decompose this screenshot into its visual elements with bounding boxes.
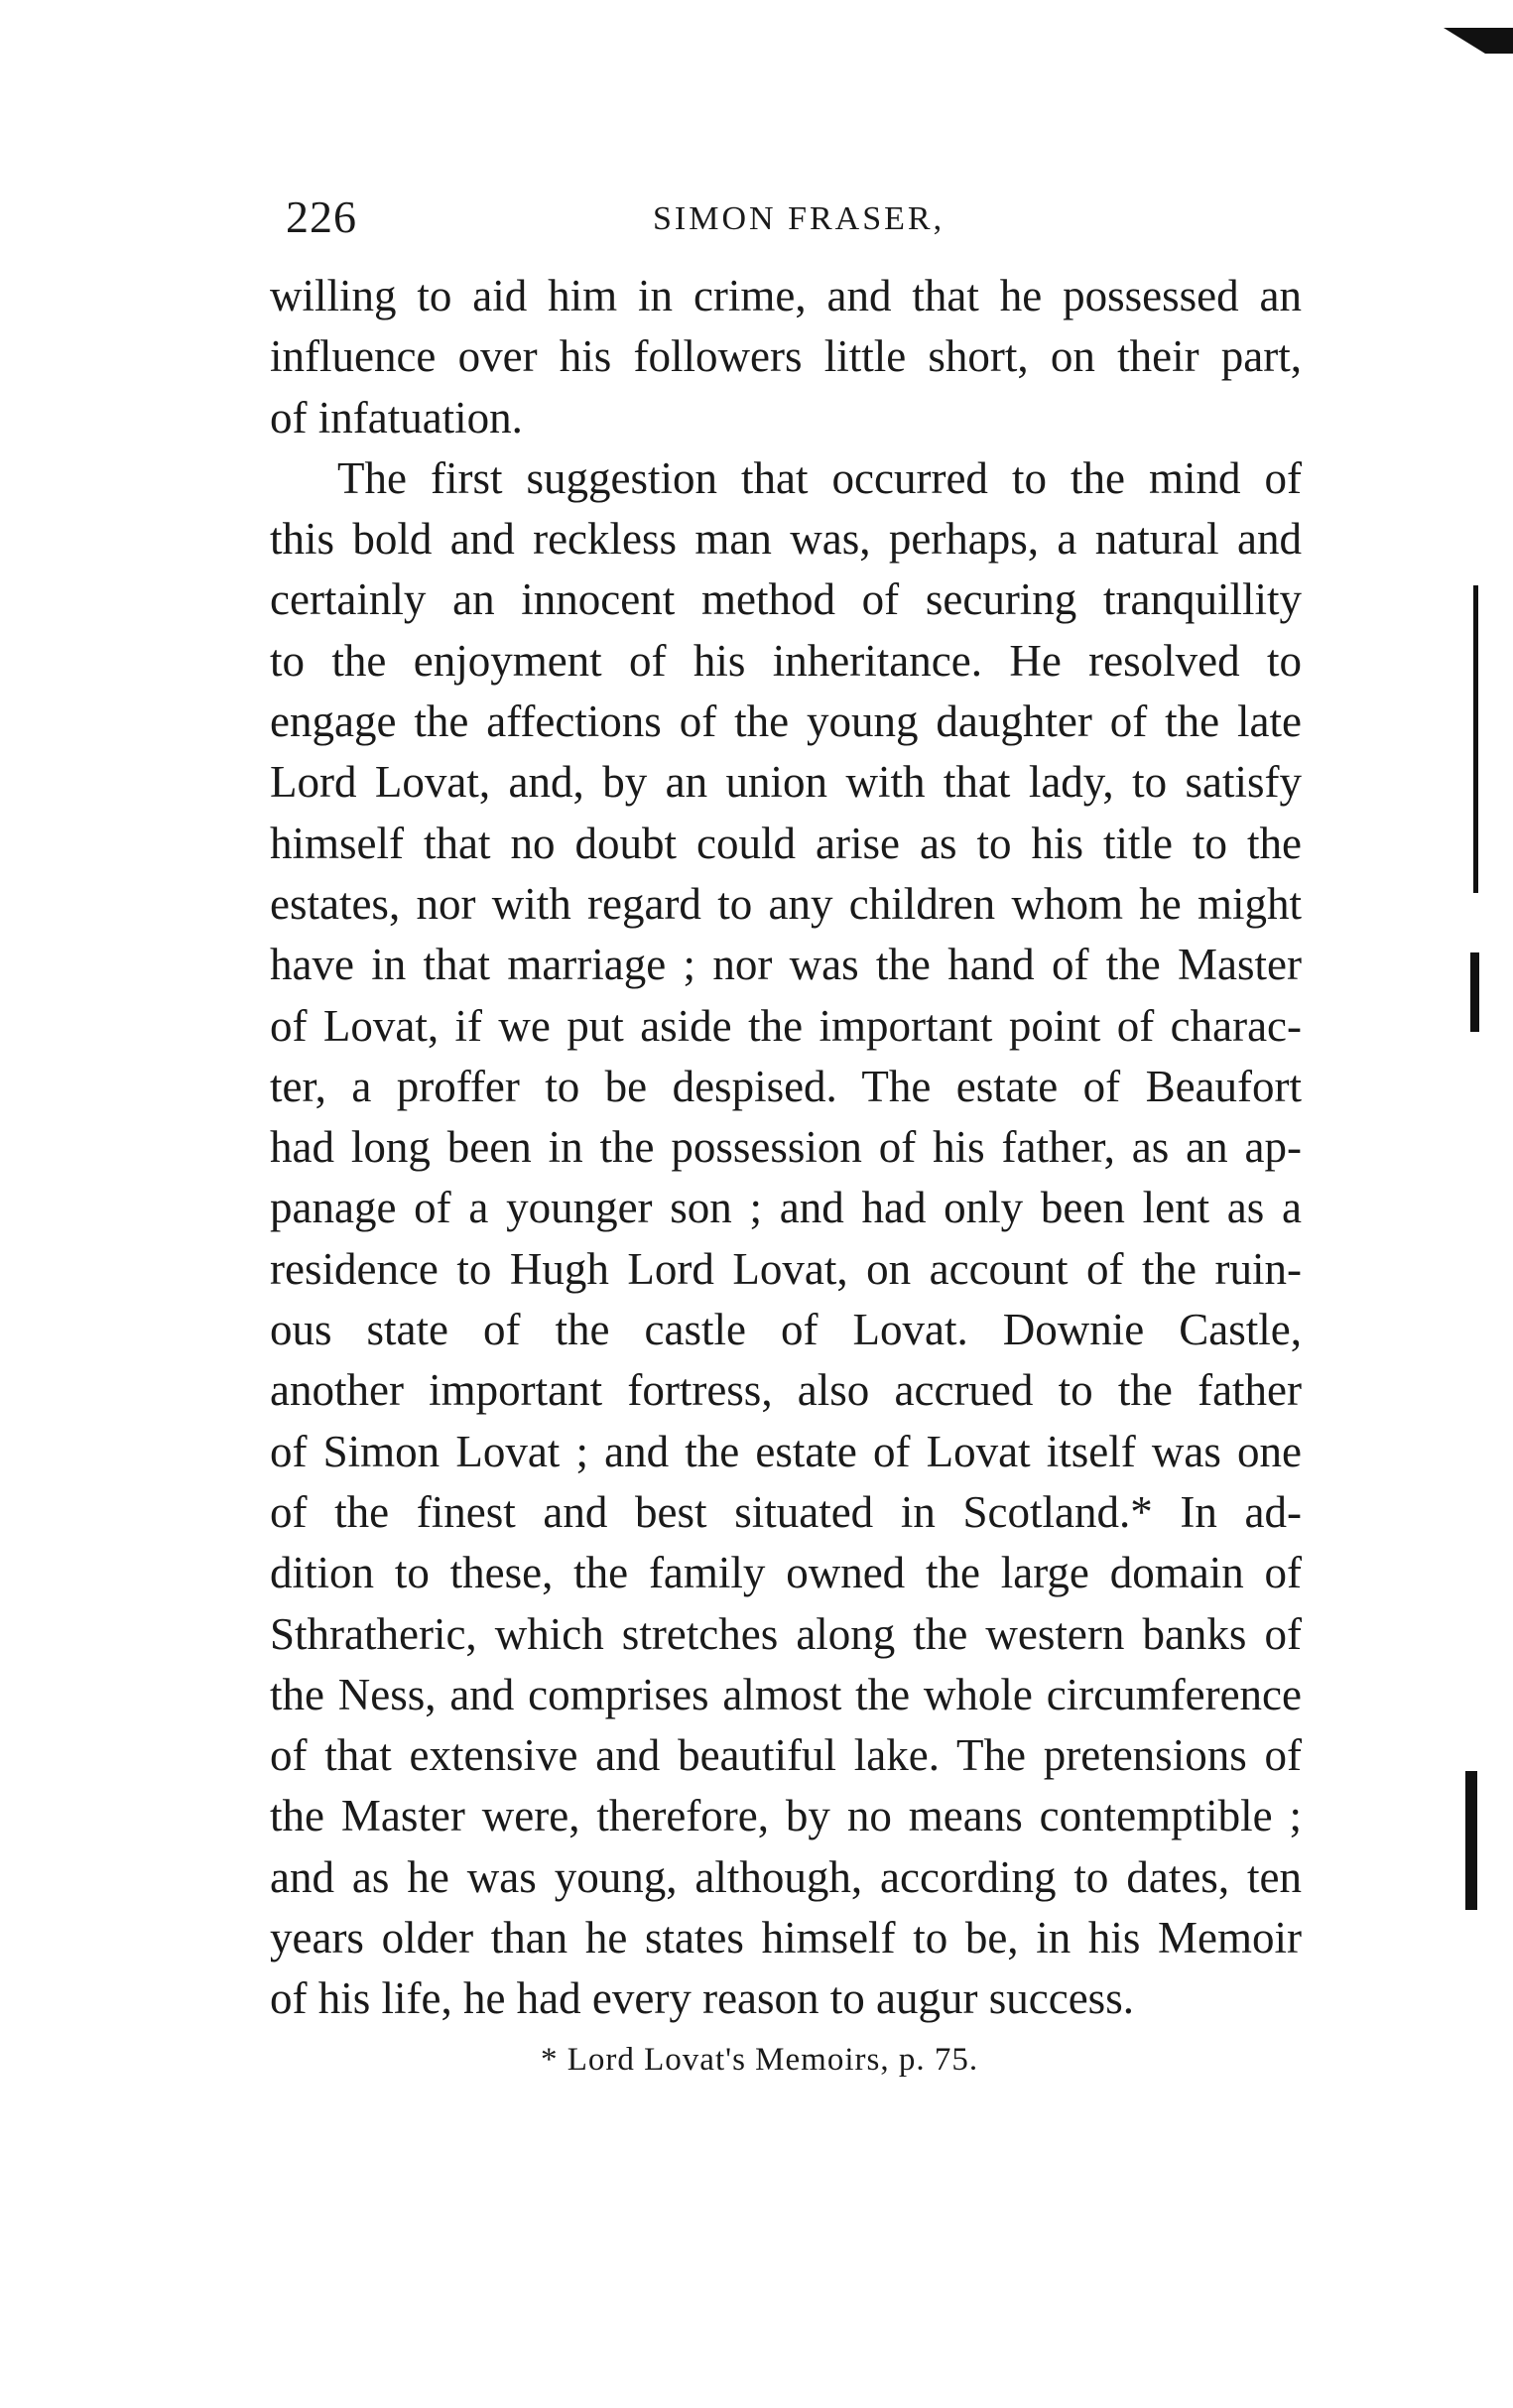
body-text [270,266,1302,2030]
page-corner-mark [1444,28,1513,54]
text-line: ous state of the castle of Lovat. Downie Castle, [270,1305,1302,1355]
page-edge-mark [1470,952,1479,1032]
text-line: to the enjoyment of his inheritance. He resolved to [270,635,1302,686]
running-head: SIMON FRASER, [653,200,946,237]
text-line: the Ness, and comprises almost the whole circumference [270,1669,1302,1719]
text-line: and as he was young, although, according to dates, ten [270,1851,1302,1902]
text-line: of that extensive and beautiful lake. The pretensions of [270,1730,1302,1781]
text-line: residence to Hugh Lord Lovat, on account of the ruin- [270,1243,1302,1294]
footnote: * Lord Lovat's Memoirs, p. 75. [541,2042,979,2078]
text-line: himself that no doubt could arise as to his title to the [270,818,1302,868]
text-line: The first suggestion that occurred to the mind of [337,452,1302,503]
text-line: of Simon Lovat ; and the estate of Lovat itself was one [270,1426,1302,1476]
text-line: of Lovat, if we put aside the important point of charac- [270,1000,1302,1051]
page-number: 226 [286,191,357,242]
text-line: panage of a younger son ; and had only been lent as a [270,1183,1302,1233]
text-line: of the finest and best situated in Scotland.* In ad- [270,1486,1302,1537]
text-line: have in that marriage ; nor was the hand of the Master [270,940,1302,990]
text-line: certainly an innocent method of securing tranquillity [270,574,1302,625]
text-line: engage the affections of the young daughter of the late [270,697,1302,747]
text-line: of his life, he had every reason to augur success. [270,1973,1134,2024]
text-line: influence over his followers little short, on their part, [270,331,1302,382]
text-line: dition to these, the family owned the large domain of [270,1548,1302,1598]
page-edge-mark [1473,585,1478,893]
text-line: willing to aid him in crime, and that he possessed an [270,271,1302,320]
text-line: years older than he states himself to be, in his Memoir [270,1913,1302,1964]
text-line: Sthratheric, which stretches along the western banks of [270,1608,1302,1659]
page-header [286,190,1298,250]
text-line: estates, nor with regard to any children whom he might [270,878,1302,929]
text-line: ter, a proffer to be despised. The estate of Beaufort [270,1061,1302,1111]
text-line: the Master were, therefore, by no means contemptible ; [270,1791,1302,1841]
text-line: another important fortress, also accrued to the father [270,1365,1302,1416]
text-line: this bold and reckless man was, perhaps, a natural and [270,514,1302,565]
text-line: had long been in the possession of his father, as an ap- [270,1122,1302,1173]
text-line: of infatuation. [270,392,523,443]
page-edge-mark [1465,1771,1477,1910]
text-line: Lord Lovat, and, by an union with that lady, to satisfy [270,757,1302,808]
